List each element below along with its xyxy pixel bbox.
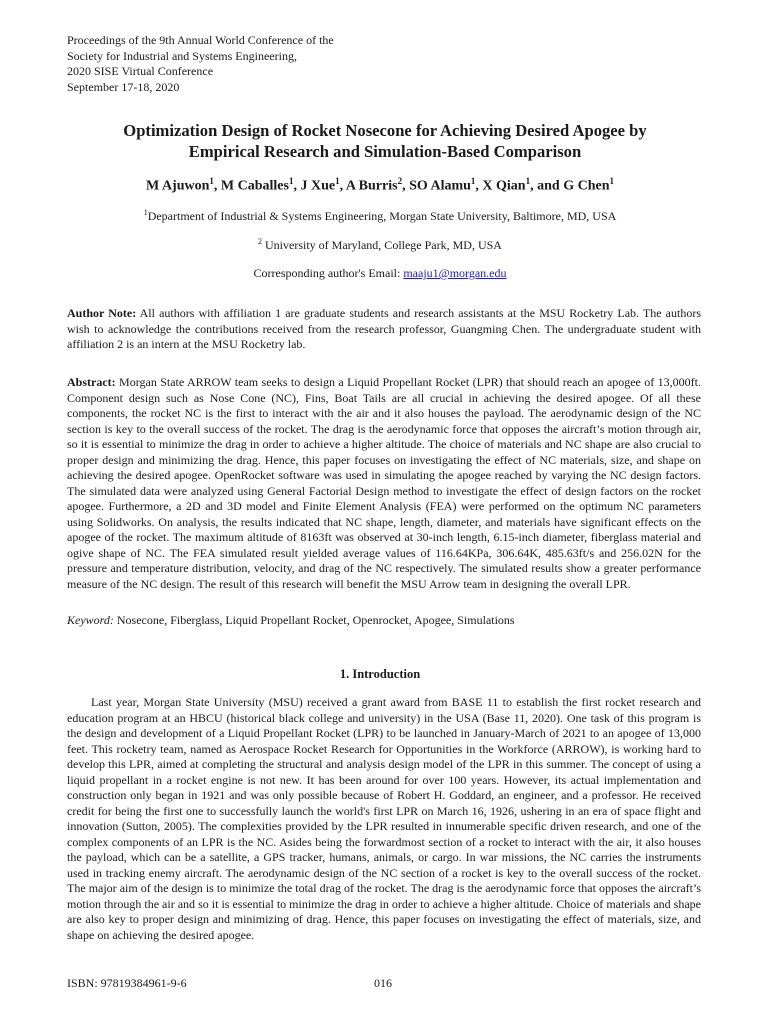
author-separator: ,: [475, 178, 483, 194]
paper-title: [80, 120, 690, 162]
corresponding-author: [60, 266, 700, 281]
author-note-label: Author Note:: [67, 306, 137, 320]
keyword-text: Nosecone, Fiberglass, Liquid Propellant Rocket, Openrocket, Apogee, Simulations: [113, 613, 515, 627]
keyword-label: Keyword:: [67, 613, 114, 627]
affiliation-1: [60, 208, 700, 224]
author-affiliation-marker: 1: [209, 176, 214, 186]
author-name: M Caballes: [220, 178, 289, 194]
author-name: G Chen: [563, 178, 610, 194]
affiliation-text: University of Maryland, College Park, MD, USA: [262, 238, 502, 252]
keywords: [67, 613, 701, 629]
author-separator: ,: [339, 178, 346, 194]
author-name: A Burris: [345, 178, 398, 194]
email-link[interactable]: maaju1@morgan.edu: [403, 266, 507, 280]
introduction-paragraph: Last year, Morgan State University (MSU) received a grant award from BASE 11 to establish the first rocket research and education program at an HBCU (historical black college and university) in the USA (Base 11, 2020). One task of this program is the design and development of a Liquid Propellant Rocket (LPR) to be launched in January-March of 2021 to an apogee of 13,000 feet. This rocketry team, named as Aerospace Rocket Research for Opportunities in the Workforce (ARROW), is working hard to develop this LPR, aimed at completing the structural and analysis design model of the LPR in this summer. The concept of using a liquid propellant in a rocket engine is not new. It has been around for over 100 years. However, its actual implementation and construction only began in 1921 and was only possible because of Robert H. Goddard, an engineer, and a professor. He received credit for being the first one to successfully launch the world's first LPR on March 16, 1926, ushering in an era of space flight and innovation (Sutton, 2005). The complexities provided by the LPR resulted in innumerable specific driven research, and one of the complex components of an LPR is the NC. Asides being the forwardmost section of a rocket to interact with the air, it also houses the payload, which can be a satellite, a GPS tracker, humans, animals, or cargo. In war missions, the NC carries the instruments used in tracking enemy aircraft. The aerodynamic design of the NC section of a rocket is key to the overall success of the rocket. The major aim of the design is to minimize the total drag of the rocket. The drag is the aerodynamic force that opposes the aircraft’s motion through the air and so it is essential to minimize the drag in order to achieve a higher altitude. Choice of materials and shape are also key to proper design and minimizing of drag. Hence, this paper focuses on investigating the effect of materials, size, and shape on achieving the desired apogee.: [67, 695, 701, 942]
author-separator: ,: [293, 178, 301, 194]
paper-title-line: Empirical Research and Simulation-Based Comparison: [188, 142, 582, 161]
author-separator: ,: [213, 178, 221, 194]
paper-title-line: Optimization Design of Rocket Nosecone for Achieving Desired Apogee by: [123, 121, 647, 140]
author-affiliation-marker: 1: [335, 176, 340, 186]
affiliation-marker: 2: [258, 237, 262, 246]
author-affiliation-marker: 1: [609, 176, 614, 186]
author-affiliation-marker: 1: [288, 176, 294, 186]
abstract: [67, 375, 701, 592]
author-list: [60, 176, 700, 195]
author-name: J Xue: [300, 178, 336, 194]
proceedings-line: Proceedings of the 9th Annual World Conference of the: [67, 33, 334, 47]
page-number: 016: [374, 976, 392, 990]
author-affiliation-marker: 1: [470, 176, 476, 186]
proceedings-header: [67, 33, 334, 95]
proceedings-line: Society for Industrial and Systems Engineering,: [67, 48, 297, 63]
email-label: Corresponding author's Email:: [253, 266, 404, 280]
author-note: [67, 306, 701, 353]
affiliation-text: Department of Industrial & Systems Engineering, Morgan State University, Baltimore, MD, USA: [147, 209, 617, 223]
author-name: SO Alamu: [409, 178, 471, 194]
proceedings-line: 2020 SISE Virtual Conference: [67, 64, 214, 78]
abstract-text: Morgan State ARROW team seeks to design a Liquid Propellant Rocket (LPR) that should reach an apogee of 13,000ft. Component design such as Nose Cone (NC), Fins, Boat Tails are all crucial in achieving the desired apogee. Of all these components, the rocket NC is the first to interact with the air and it also houses the payload. The aerodynamic design of the NC section is key to the overall success of the rocket. The drag is the aerodynamic force that opposes the aircraft’s motion through air, so it is essential to minimize the drag in order to achieve a higher altitude. The choice of materials and NC shape are also crucial to proper design and minimizing the drag. Hence, this paper focuses on investigating the effect of NC materials, size, and shape on achieving the desired apogee. OpenRocket software was used in simulating the apogee reached by varying the NC design factors. The simulated data were analyzed using General Factorial Design method to investigate the effect of design factors on the rocket apogee. Furthermore, a 2D and 3D model and Finite Element Analysis (FEA) were performed on the optimum NC parameters using Solidworks. On analysis, the results indicated that NC shape, length, diameter, and materials have significant effects on the apogee of the rocket. The maximum altitude of 8163ft was observed at 30-inch length, 6.15-inch diameter, fiberglass material and ogive shape of NC. The FEA simulated result yielded average values of 116.64KPa, 306.64K, 485.63ft/s and 256.02N for the pressure and temperature distribution, velocity, and drag of the NC respectively. The simulated results show a greater performance measure of the NC design. The result of this research will benefit the MSU Arrow team in designing the overall LPR.: [67, 375, 701, 591]
author-separator: ,: [402, 178, 410, 194]
affiliation-marker: 1: [143, 208, 148, 217]
author-name: X Qian: [482, 178, 526, 194]
author-note-text: All authors with affiliation 1 are graduate students and research assistants at the MSU Rocketry Lab. The authors wish to acknowledge the contributions received from the research professor, Guangming Chen. The undergraduate student with affiliation 2 is an intern at the MSU Rocketry lab.: [67, 306, 701, 351]
proceedings-date: September 17-18, 2020: [67, 79, 180, 94]
author-separator: , and: [530, 178, 564, 194]
section-heading-introduction: 1. Introduction: [339, 667, 421, 681]
footer-isbn: ISBN: 97819384961-9-6: [67, 976, 187, 990]
author-affiliation-marker: 2: [397, 176, 403, 186]
author-affiliation-marker: 1: [525, 176, 531, 186]
affiliation-2: [60, 237, 700, 253]
author-name: M Ajuwon: [146, 178, 210, 194]
abstract-label: Abstract:: [67, 375, 116, 389]
